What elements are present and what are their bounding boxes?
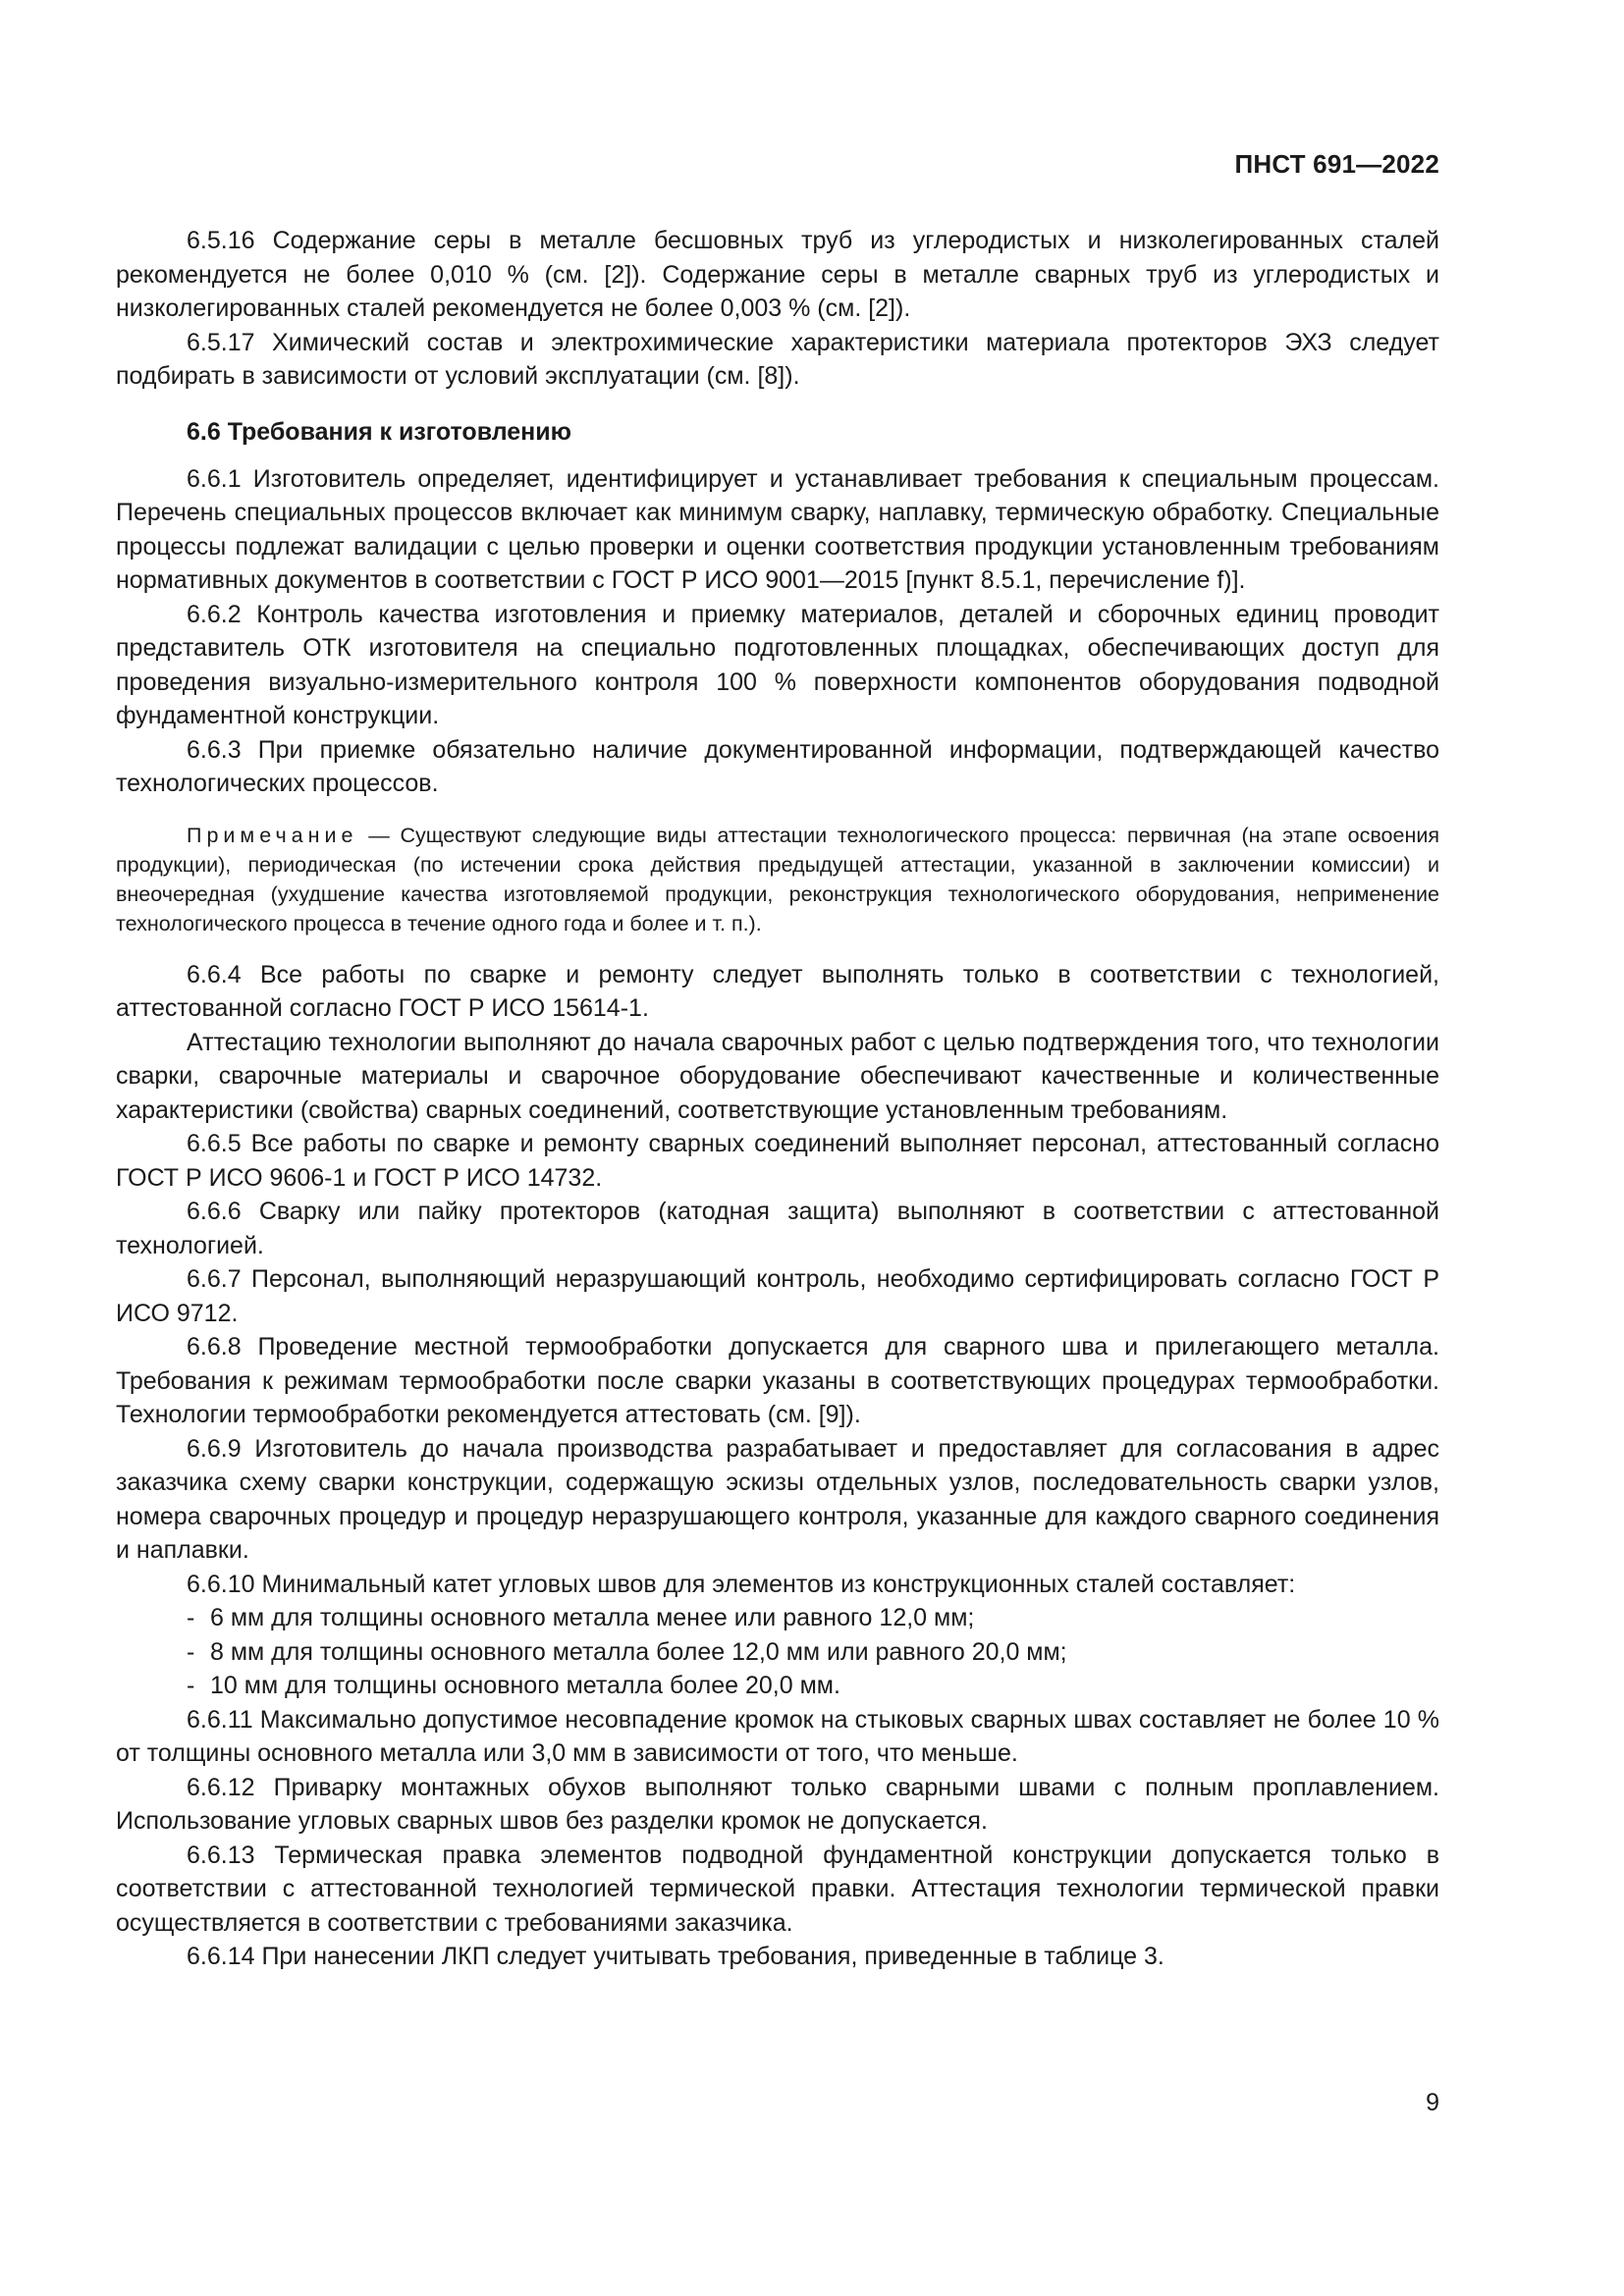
clause-6-6-5: 6.6.5 Все работы по сварке и ремонту сварных соединений выполняет персонал, аттестованный согласно ГОСТ Р ИСО 9606-1 и ГОСТ Р ИСО 14732.: [116, 1130, 1439, 1192]
document-code: ПНСТ 691—2022: [1234, 149, 1439, 179]
clause-6-5-17: 6.5.17 Химический состав и электрохимические характеристики материала протекторов ЭХЗ следует подбирать в зависимости от условий эксплуатации (см. [8]).: [116, 328, 1439, 390]
clause-6-6-4: 6.6.4 Все работы по сварке и ремонту следует выполнять только в соответствии с технологией, аттестованной согласно ГОСТ Р ИСО 15614-1.: [116, 960, 1439, 1022]
clause-6-6-9: 6.6.9 Изготовитель до начала производства разрабатывает и предоставляет для согласования в адрес заказчика схему сварки конструкции, содержащую эскизы отдельных узлов, последовательность сварки узлов, номера сварочных процедур и процедур неразрушающего контроля, указанные для каждого сварного соединения и наплавки.: [116, 1434, 1439, 1564]
clause-6-6-14: 6.6.14 При нанесении ЛКП следует учитывать требования, приведенные в таблице 3.: [187, 1943, 1164, 1970]
document-body: [116, 224, 1439, 1974]
clause-6-6-3: 6.6.3 При приемке обязательно наличие документированной информации, подтверждающей качество технологических процессов.: [116, 735, 1439, 797]
note: [116, 821, 1439, 938]
note-text: — Существуют следующие виды аттестации технологического процесса: первичная (на этапе освоения продукции), периодическая (по истечении срока действия предыдущей аттестации, указанной в заключении комиссии) и внеочередная (ухудшение качества изготовляемой продукции, реконструкция технологического оборудования, неприменение технологического процесса в течение одного года и более и т. п.).: [116, 823, 1439, 935]
clause-6-6-12: 6.6.12 Приварку монтажных обухов выполняют только сварными швами с полным проплавлением. Использование угловых сварных швов без разделки кромок не допускается.: [116, 1773, 1439, 1835]
clause-6-6-13: 6.6.13 Термическая правка элементов подводной фундаментной конструкции допускается только в соответствии с аттестованной технологией термической правки. Аттестация технологии термической правки осуществляется в соответствии с требованиями заказчика.: [116, 1841, 1439, 1937]
clause-6-6-7: 6.6.7 Персонал, выполняющий неразрушающий контроль, необходимо сертифицировать согласно ГОСТ Р ИСО 9712.: [116, 1265, 1439, 1327]
section-6-6-heading: 6.6 Требования к изготовлению: [187, 417, 572, 446]
fillet-weld-list: [116, 1601, 1439, 1703]
list-item: - 10 мм для толщины основного металла более 20,0 мм.: [187, 1669, 1439, 1703]
note-label: Примечание: [187, 823, 358, 847]
clause-6-6-4-continuation: Аттестацию технологии выполняют до начала сварочных работ с целью подтверждения того, что технологии сварки, сварочные материалы и сварочное оборудование обеспечивают качественные и количественные характеристики (свойства) сварных соединений, соответствующие установленным требованиям.: [116, 1028, 1439, 1124]
clause-6-6-8: 6.6.8 Проведение местной термообработки допускается для сварного шва и прилегающего металла. Требования к режимам термообработки после сварки указаны в соответствующих процедурах термообработки. Технологии термообработки рекомендуется аттестовать (см. [9]).: [116, 1333, 1439, 1428]
clause-6-5-16: 6.5.16 Содержание серы в металле бесшовных труб из углеродистых и низколегированных сталей рекомендуется не более 0,010 % (см. [2]). Содержание серы в металле сварных труб из углеродистых и низколегированных сталей рекомендуется не более 0,003 % (см. [2]).: [116, 227, 1439, 322]
clause-6-6-2: 6.6.2 Контроль качества изготовления и приемку материалов, деталей и сборочных единиц проводит представитель ОТК изготовителя на специально подготовленных площадках, обеспечивающих доступ для проведения визуально-измерительного контроля 100 % поверхности компонентов оборудования подводной фундаментной конструкции.: [116, 600, 1439, 729]
clause-6-6-11: 6.6.11 Максимально допустимое несовпадение кромок на стыковых сварных швах составляет не более 10 % от толщины основного металла или 3,0 мм в зависимости от того, что меньше.: [116, 1705, 1439, 1767]
list-item: - 6 мм для толщины основного металла менее или равного 12,0 мм;: [187, 1601, 1439, 1635]
page-number: 9: [1426, 2089, 1439, 2116]
clause-6-6-1: 6.6.1 Изготовитель определяет, идентифицирует и устанавливает требования к специальным процессам. Перечень специальных процессов включает как минимум сварку, наплавку, термическую обработку. Специальные процессы подлежат валидации с целью проверки и оценки соответствия продукции установленным требованиям нормативных документов в соответствии с ГОСТ Р ИСО 9001—2015 [пункт 8.5.1, перечисление f)].: [116, 464, 1439, 594]
list-item: - 8 мм для толщины основного металла более 12,0 мм или равного 20,0 мм;: [187, 1635, 1439, 1670]
clause-6-6-6: 6.6.6 Сварку или пайку протекторов (катодная защита) выполняют в соответствии с аттестованной технологией.: [116, 1198, 1439, 1259]
clause-6-6-10: 6.6.10 Минимальный катет угловых швов для элементов из конструкционных сталей составляет:: [187, 1570, 1296, 1598]
